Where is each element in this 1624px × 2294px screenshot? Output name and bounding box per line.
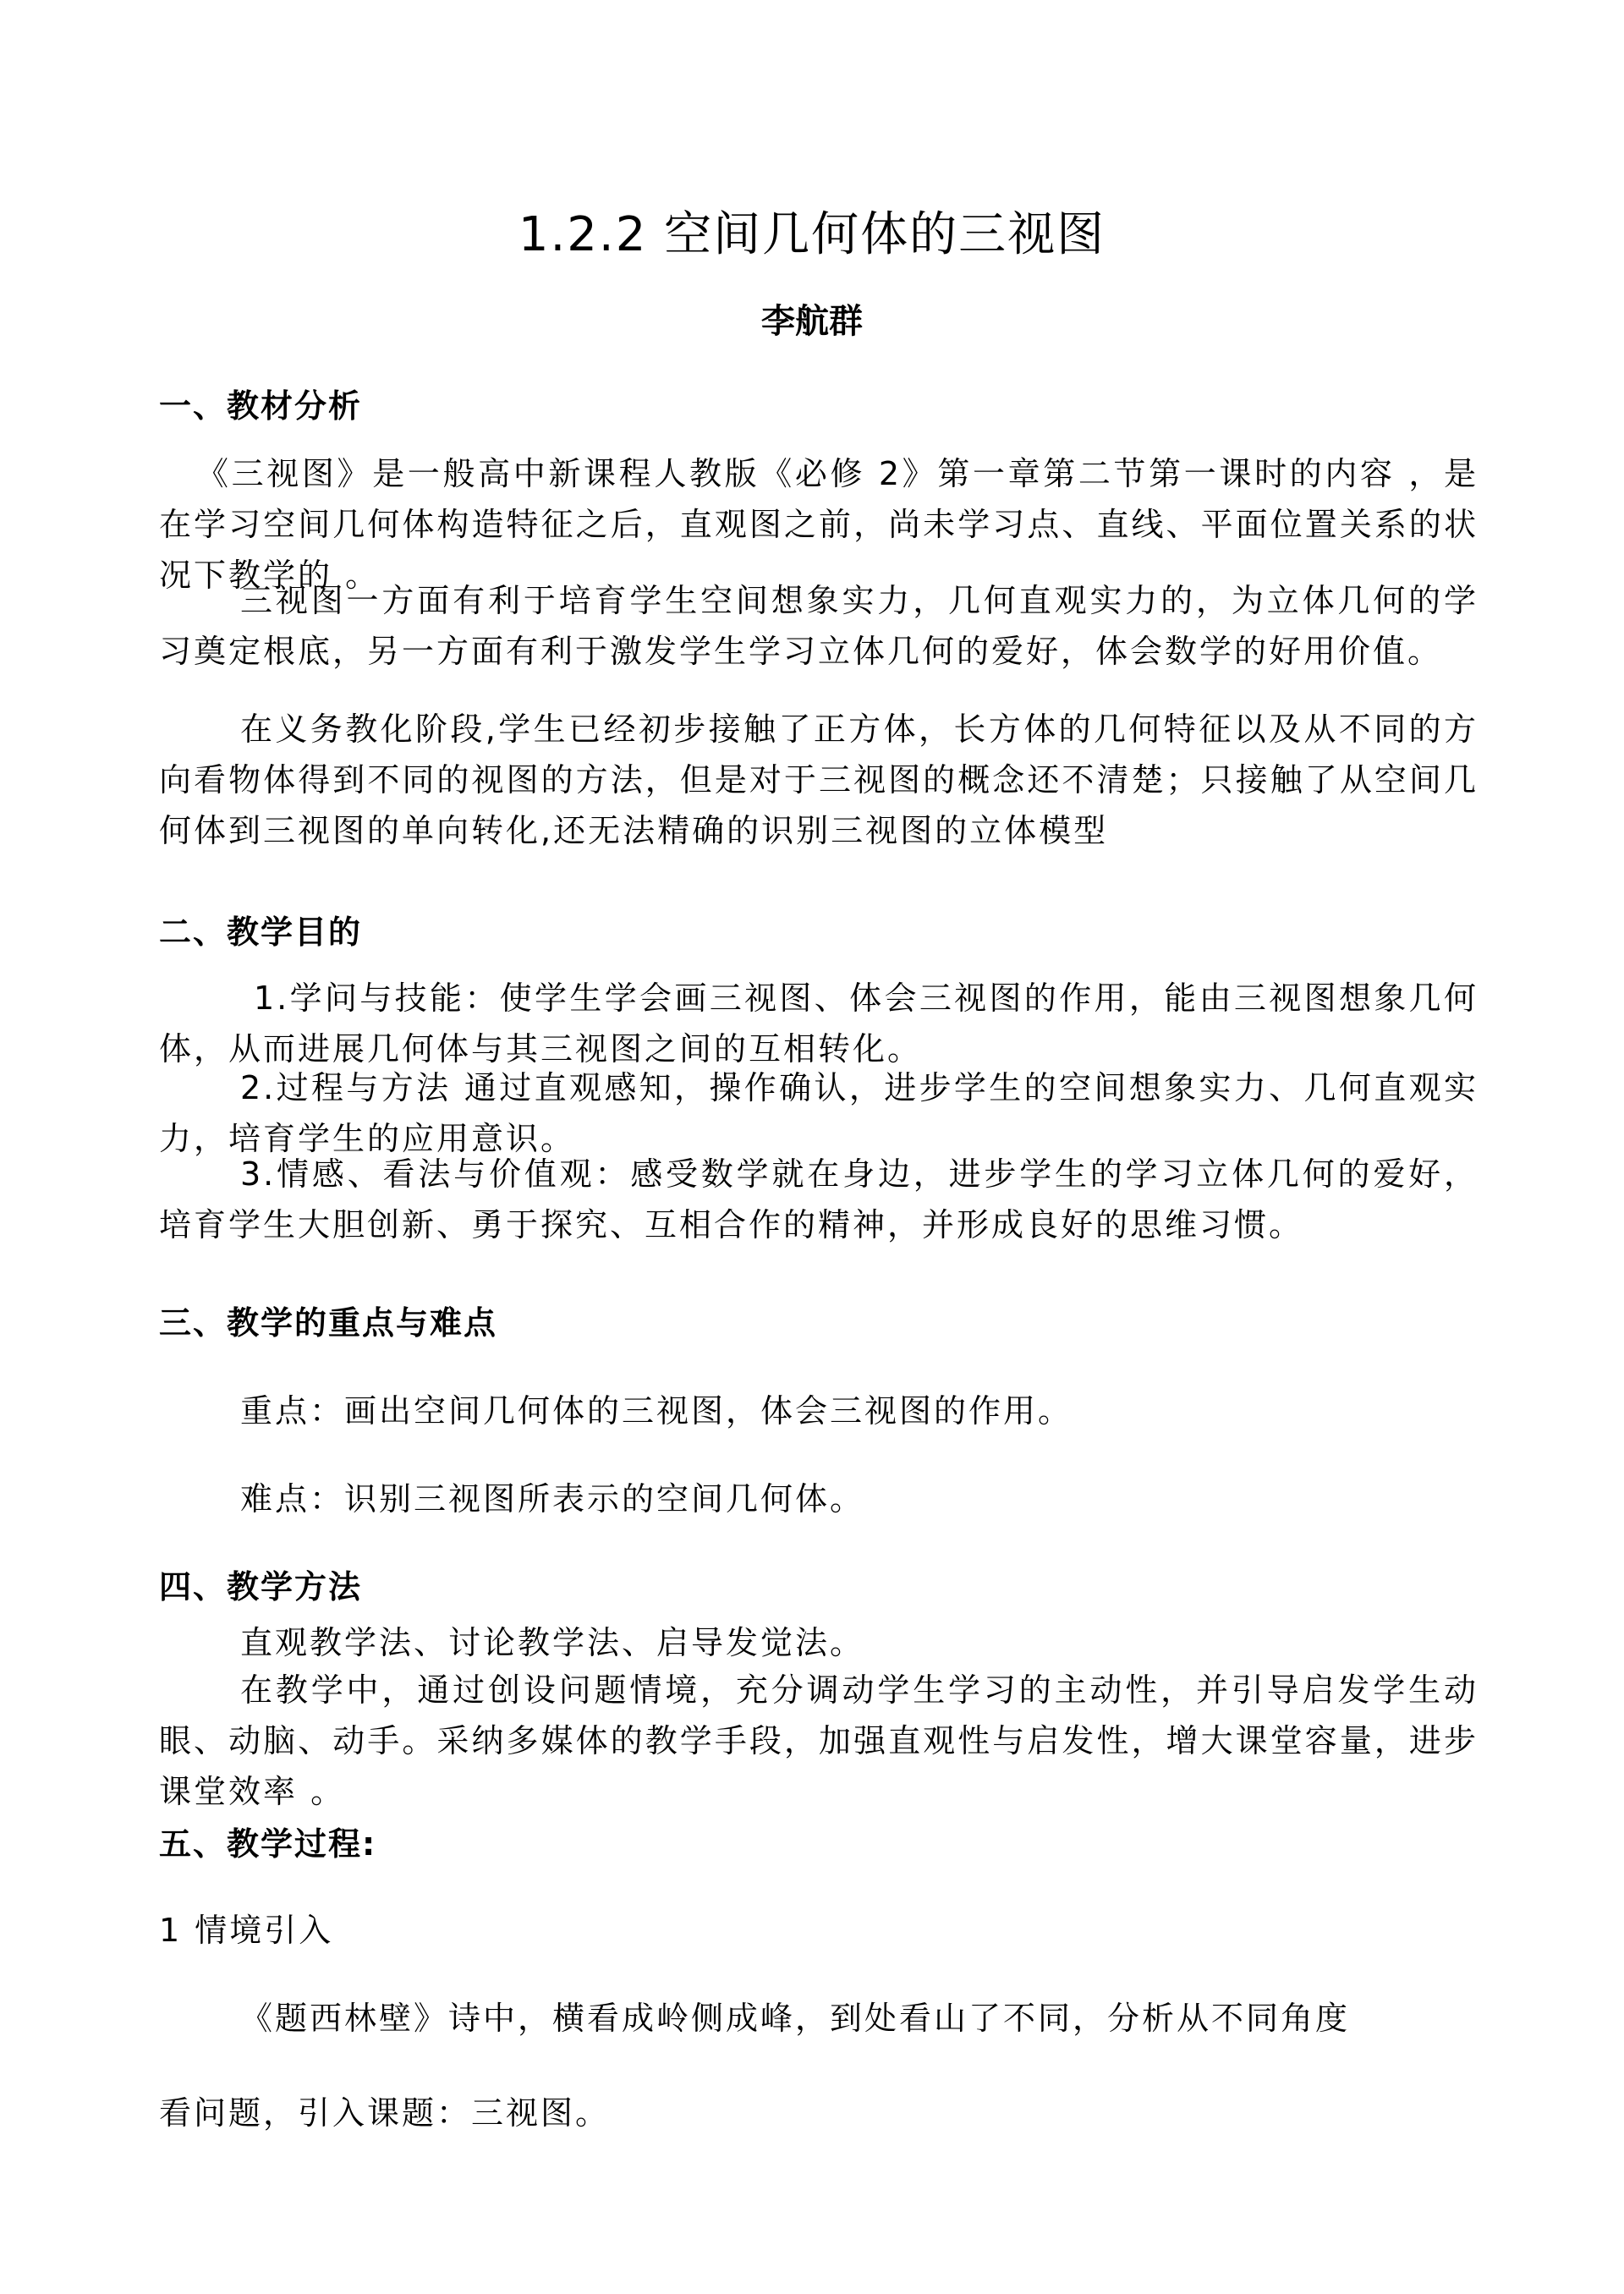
paragraph-goal-knowledge: 1.学问与技能：使学生学会画三视图、体会三视图的作用，能由三视图想象几何体，从而进展几何体与其三视图之间的互相转化。 [159, 980, 1479, 1067]
section-heading-textbook-analysis: 一、教材分析 [159, 387, 363, 425]
section-heading-key-points: 三、教学的重点与难点 [159, 1304, 498, 1342]
document-author: 李航群 [761, 302, 863, 341]
key-point-difficulty: 难点：识别三视图所表示的空间几何体。 [240, 1480, 865, 1517]
paragraph-textbook-analysis-2: 三视图一方面有利于培育学生空间想象实力，几何直观实力的，为立体几何的学习奠定根底，另一方面有利于激发学生学习立体几何的爱好，体会数学的好用价值。 [159, 582, 1479, 670]
paragraph-textbook-analysis-3: 在义务教化阶段,学生已经初步接触了正方体，长方体的几何特征以及从不同的方向看物体得到不同的视图的方法，但是对于三视图的概念还不清楚；只接触了从空间几何体到三视图的单向转化,还无法精确的识别三视图的立体模型 [159, 711, 1479, 849]
section-heading-teaching-process: 五、教学过程: [159, 1825, 377, 1863]
paragraph-poem-intro: 《题西林壁》诗中，横看成岭侧成峰，到处看山了不同，分析从不同角度 [240, 2000, 1351, 2037]
document-title: 1.2.2 空间几何体的三视图 [518, 207, 1106, 262]
paragraph-topic-intro: 看问题，引入课题：三视图。 [159, 2094, 611, 2132]
paragraph-goal-emotion: 3.情感、看法与价值观：感受数学就在身边，进步学生的学习立体几何的爱好，培育学生大胆创新、勇于探究、互相合作的精神，并形成良好的思维习惯。 [159, 1155, 1479, 1243]
paragraph-goal-process: 2.过程与方法 通过直观感知，操作确认，进步学生的空间想象实力、几何直观实力，培育学生的应用意识。 [159, 1069, 1479, 1157]
key-point-focus: 重点：画出空间几何体的三视图，体会三视图的作用。 [240, 1392, 1073, 1430]
section-heading-teaching-methods: 四、教学方法 [159, 1568, 363, 1605]
paragraph-methods-detail: 在教学中，通过创设问题情境，充分调动学生学习的主动性，并引导启发学生动眼、动脑、动手。采纳多媒体的教学手段，加强直观性与启发性，增大课堂容量，进步课堂效率 。 [159, 1671, 1479, 1810]
paragraph-textbook-analysis-1: 《三视图》是一般高中新课程人教版《必修 2》第一章第二节第一课时的内容 ，是在学习空间几何体构造特征之后，直观图之前，尚未学习点、直线、平面位置关系的状况下教学的 。 [159, 455, 1479, 594]
paragraph-methods-list: 直观教学法、讨论教学法、启导发觉法。 [240, 1624, 865, 1661]
section-heading-teaching-goals: 二、教学目的 [159, 914, 363, 951]
subheading-situation-intro: 1 情境引入 [159, 1912, 334, 1949]
